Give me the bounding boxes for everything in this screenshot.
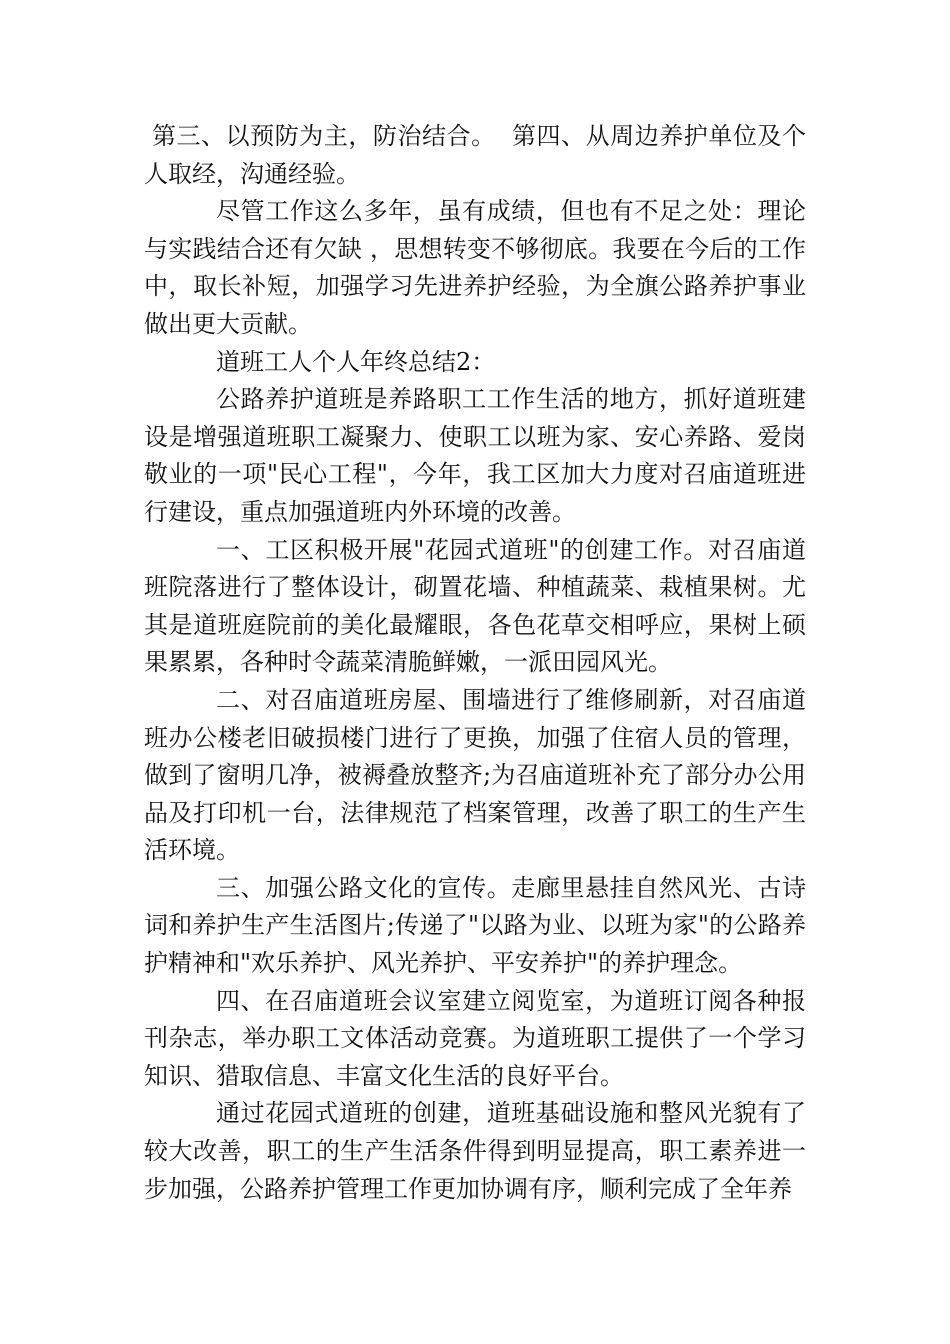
paragraph-shortcomings: 尽管工作这么多年，虽有成绩，但也有不足之处：理论与实践结合还有欠缺 ，思想转变不够彻底。我要在今后的工作中，取长补短，加强学习先进养护经验，为全旗公路养护事业做出更大贡献。 bbox=[144, 197, 806, 338]
paragraph-item-3-culture: 三、加强公路文化的宣传。走廊里悬挂自然风光、古诗词和养护生产生活图片;传递了"以路为业、以班为家"的公路养护精神和"欢乐养护、风光养护、平安养护"的养护理念。 bbox=[144, 873, 806, 978]
paragraph-item-1-garden-station: 一、工区积极开展"花园式道班"的创建工作。对召庙道班院落进行了整体设计，砌置花墙、种植蔬菜、栽植果树。尤其是道班庭院前的美化最耀眼，各色花草交相呼应，果树上硕果累累，各种时令蔬菜清脆鲜嫩，一派田园风光。 bbox=[144, 535, 806, 677]
paragraph-results: 通过花园式道班的创建，道班基础设施和整风光貌有了较大改善，职工的生产生活条件得到明显提高，职工素养进一步加强，公路养护管理工作更加协调有序，顺利完成了全年养 bbox=[144, 1099, 806, 1203]
paragraph-item-4-reading-room: 四、在召庙道班会议室建立阅览室，为道班订阅各种报刊杂志，举办职工文体活动竞赛。为道班职工提供了一个学习知识、猎取信息、丰富文化生活的良好平台。 bbox=[144, 986, 806, 1090]
paragraph-prevention-and-experience: 第三、以预防为主，防治结合。 第四、从周边养护单位及个人取经，沟通经验。 bbox=[144, 122, 806, 188]
section-heading-summary-2: 道班工人个人年终总结2： bbox=[216, 347, 496, 376]
document-body bbox=[144, 118, 806, 1208]
paragraph-road-maintenance-station: 公路养护道班是养路职工工作生活的地方，抓好道班建设是增强道班职工凝聚力、使职工以班为家、安心养路、爱岗敬业的一项"民心工程"，今年，我工区加大力度对召庙道班进行建设，重点加强道班内外环境的改善。 bbox=[144, 385, 806, 526]
paragraph-item-2-renovation: 二、对召庙道班房屋、围墙进行了维修刷新，对召庙道班办公楼老旧破损楼门进行了更换，加强了住宿人员的管理，做到了窗明几净，被褥叠放整齐;为召庙道班补充了部分办公用品及打印机一台，法律规范了档案管理，改善了职工的生产生活环境。 bbox=[144, 685, 806, 865]
